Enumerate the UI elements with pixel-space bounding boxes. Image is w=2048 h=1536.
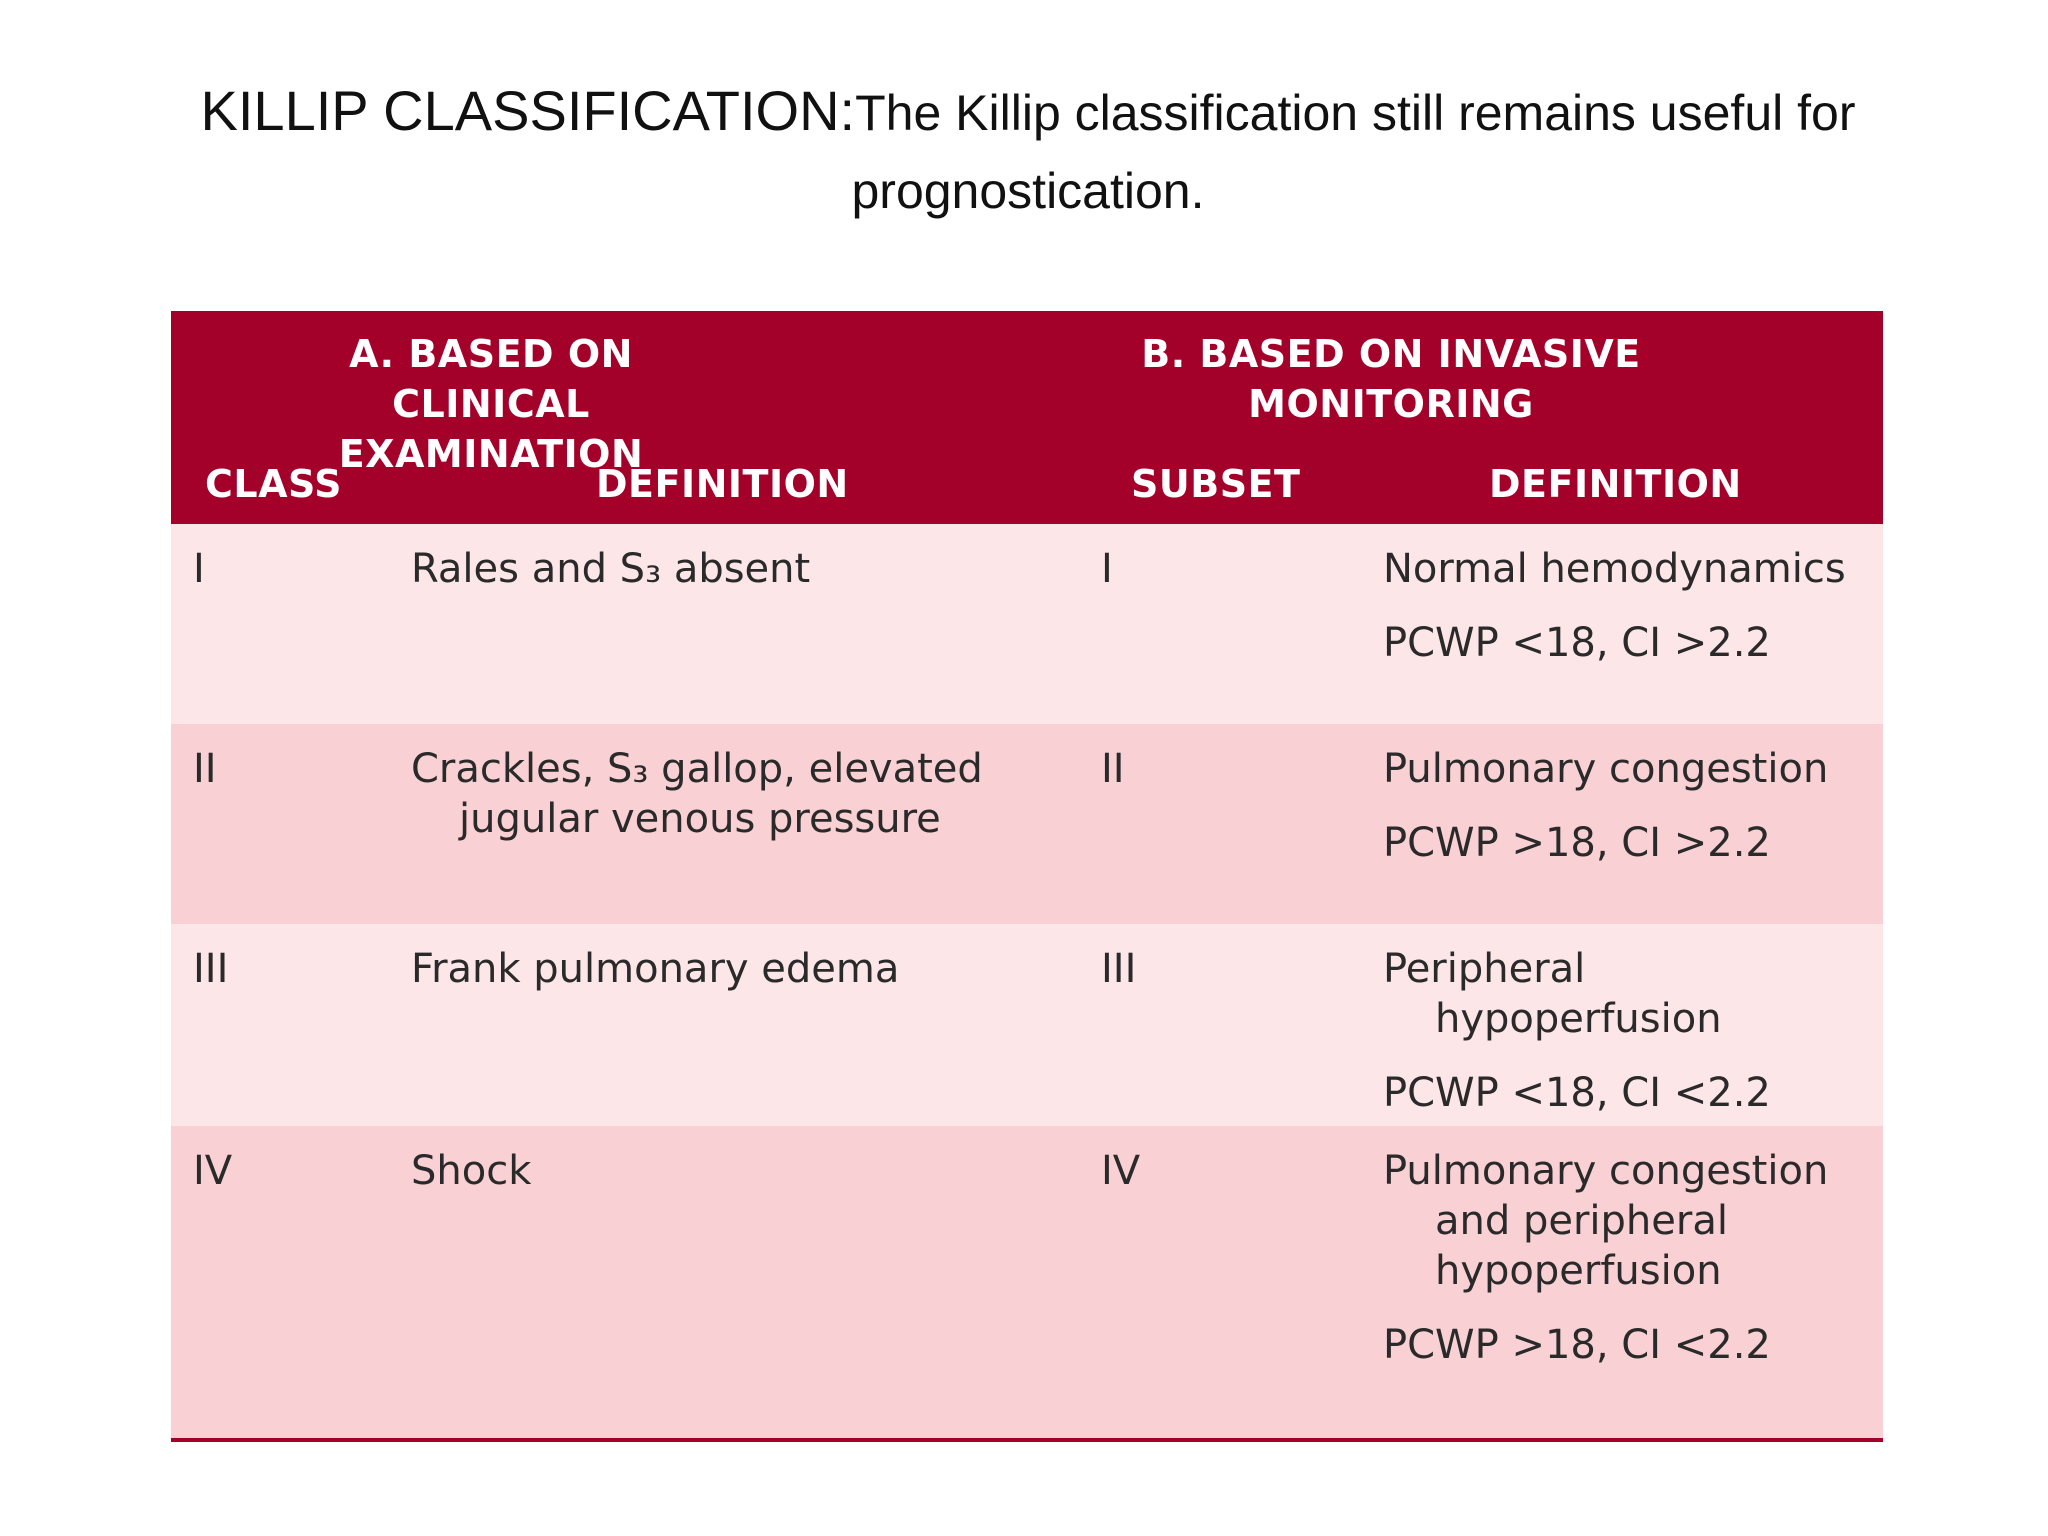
- table-bottom-rule: [171, 1438, 1883, 1442]
- table-header: [171, 311, 1883, 524]
- section-a-heading: A. BASED ON CLINICAL EXAMINATION: [338, 332, 644, 476]
- column-header-class: CLASS: [205, 462, 343, 506]
- class-cell: I: [193, 546, 205, 592]
- class-cell: II: [193, 746, 217, 792]
- table-row: [171, 524, 1883, 724]
- invasive-definition-cell: [1383, 744, 1863, 868]
- subset-cell: III: [1101, 946, 1137, 992]
- subset-cell: I: [1101, 546, 1113, 592]
- slide-title: [178, 78, 1878, 236]
- table-row: [171, 924, 1883, 1126]
- invasive-definition-label: Peripheral hypoperfusion: [1383, 946, 1722, 1042]
- column-header-definition-a: DEFINITION: [596, 462, 849, 506]
- invasive-definition-values: PCWP >18, CI <2.2: [1383, 1322, 1771, 1368]
- clinical-definition-text: Frank pulmonary edema: [411, 946, 900, 992]
- clinical-definition-text: Rales and S₃ absent: [411, 546, 811, 592]
- killip-table: [171, 311, 1883, 1442]
- title-main: KILLIP CLASSIFICATION:: [200, 79, 856, 142]
- clinical-definition-text: Shock: [411, 1148, 532, 1194]
- clinical-definition-text: Crackles, S₃ gallop, elevated jugular venous pressure: [411, 746, 983, 842]
- invasive-definition-cell: [1383, 544, 1863, 668]
- column-header-definition-b: DEFINITION: [1489, 462, 1742, 506]
- clinical-definition-cell: [411, 1146, 1051, 1196]
- subset-cell: IV: [1101, 1148, 1141, 1194]
- invasive-definition-values: PCWP >18, CI >2.2: [1383, 820, 1771, 866]
- invasive-definition-label: Pulmonary congestion and peripheral hypoperfusion: [1383, 1148, 1829, 1294]
- clinical-definition-cell: [411, 544, 1051, 594]
- invasive-definition-label: Normal hemodynamics: [1383, 546, 1846, 592]
- column-header-subset: SUBSET: [1131, 462, 1301, 506]
- invasive-definition-label: Pulmonary congestion: [1383, 746, 1829, 792]
- subset-cell: II: [1101, 746, 1125, 792]
- table-row: [171, 724, 1883, 924]
- clinical-definition-cell: [411, 744, 1051, 844]
- invasive-definition-cell: [1383, 944, 1863, 1118]
- table-row: [171, 1126, 1883, 1438]
- section-b-heading: B. BASED ON INVASIVE MONITORING: [1141, 332, 1641, 426]
- clinical-definition-cell: [411, 944, 1051, 994]
- title-subtitle: The Killip classification still remains useful for prognostication.: [851, 85, 1856, 219]
- class-cell: IV: [193, 1148, 233, 1194]
- class-cell: III: [193, 946, 229, 992]
- invasive-definition-values: PCWP <18, CI <2.2: [1383, 1070, 1771, 1116]
- invasive-definition-values: PCWP <18, CI >2.2: [1383, 620, 1771, 666]
- invasive-definition-cell: [1383, 1146, 1863, 1370]
